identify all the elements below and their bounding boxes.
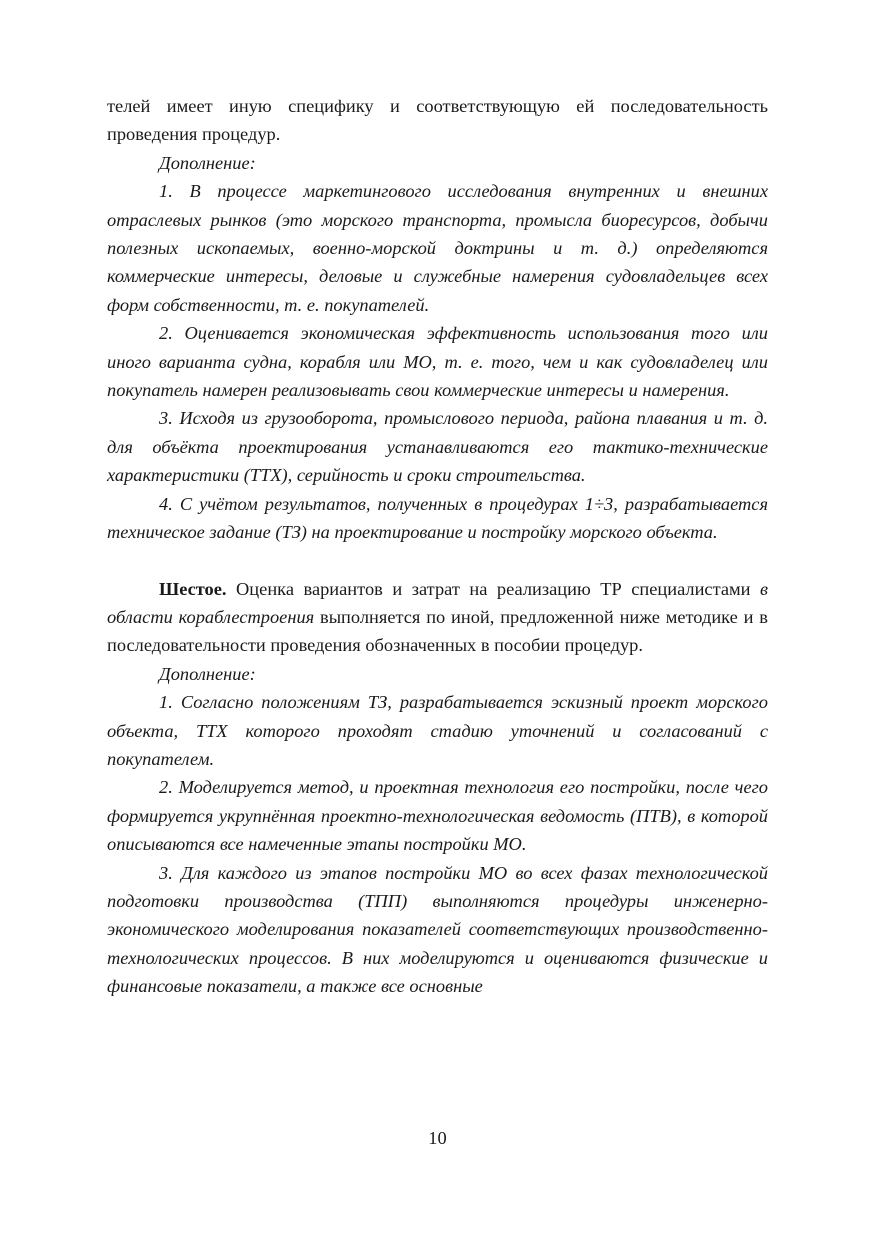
list-item: 3. Для каждого из этапов постройки МО во всех фазах технологической подготовки производства (ТПП) выполняются процедуры инженерно-экономического моделирования показателей соответствующих производственно-технологических процессов. В них моделируются и оцениваются физические и финансовые показатели, а также все основные (107, 862, 768, 997)
list-item: 1. В процессе маркетингового исследования внутренних и внешних отраслевых рынков (это морского транспорта, промысла биоресурсов, добычи полезных ископаемых, военно-морской доктрины и т. д.) определяются коммерческие интересы, деловые и служебные намерения судовладельцев всех форм собственности, т. е. покупателей. (107, 181, 768, 315)
section-text: выполняется по иной, предложенной ниже методике и в последовательности проведения обозначенных в пособии процедур. (107, 606, 768, 656)
page-body (107, 92, 768, 1001)
section-spacer (107, 547, 768, 575)
list-item: 2. Моделируется метод, и проектная технология его постройки, после чего формируется укрупнённая проектно-технологическая ведомость (ПТВ), в которой описываются все намеченные этапы постройки МО. (107, 777, 768, 855)
list-item: 3. Исходя из грузооборота, промыслового периода, района плавания и т. д. для объёкта проектирования устанавливаются его тактико-технические характеристики (ТТХ), серийность и сроки строительства. (107, 408, 768, 486)
section-text-emphasis: в области кораблестроения (107, 578, 768, 627)
supplement-label: Дополнение: (159, 152, 256, 173)
section-text: Оценка вариантов и затрат на реализацию ТР специалистами (226, 578, 761, 599)
section-paragraph (107, 575, 768, 660)
page-number: 10 (428, 1128, 447, 1148)
list-item: 2. Оценивается экономическая эффективность использования того или иного варианта судна, корабля или МО, т. е. того, чем и как судовладелец или покупатель намерен реализовывать свои коммерческие интересы и намерения. (107, 323, 768, 401)
supplement-label: Дополнение: (159, 663, 256, 684)
list-item: 1. Согласно положениям ТЗ, разрабатывается эскизный проект морского объекта, ТТХ которого проходят стадию уточнений и согласований с покупателем. (107, 692, 768, 769)
list-item: 4. С учётом результатов, полученных в процедурах 1÷3, разрабатывается техническое задание (ТЗ) на проектирование и постройку морского объекта. (107, 493, 768, 543)
section-heading: Шестое. (159, 578, 227, 599)
intro-paragraph: телей имеет иную специфику и соответствующую ей последовательность проведения процедур. (107, 96, 768, 145)
